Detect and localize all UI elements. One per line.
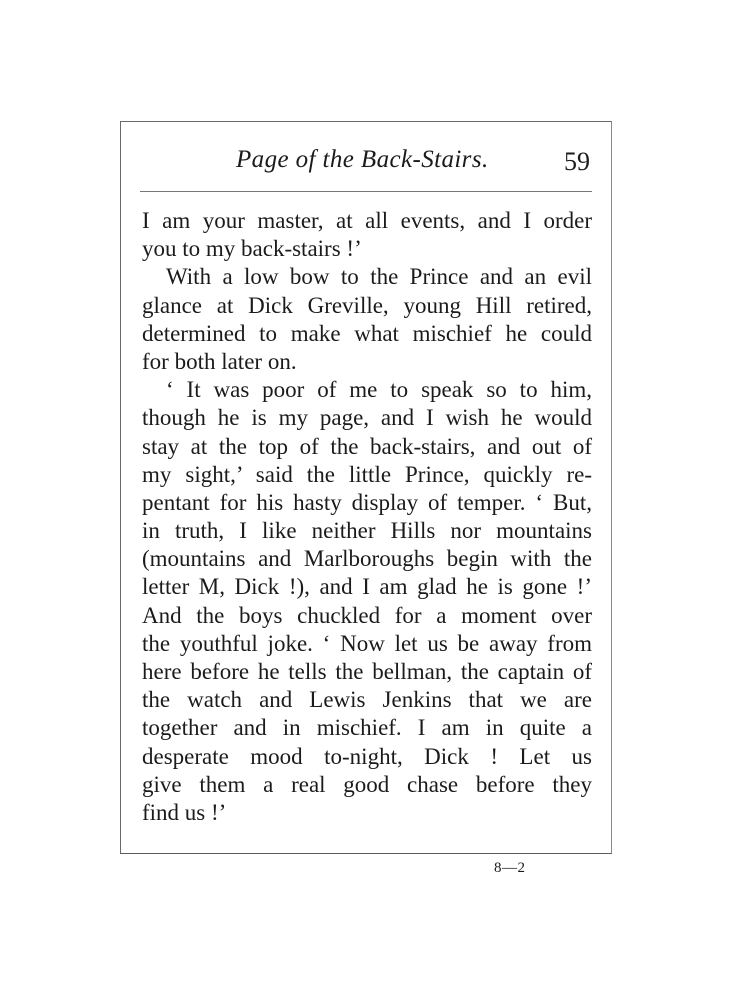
text-line: here before he tells the bellman, the captain of bbox=[142, 659, 592, 684]
text-line: stay at the top of the back-stairs, and out of bbox=[142, 433, 592, 459]
text-line: the watch and Lewis Jenkins that we are bbox=[142, 687, 592, 713]
running-head bbox=[140, 146, 592, 182]
text-line: together and in mischief. I am in quite a bbox=[142, 715, 592, 741]
text-line: letter M, Dick !), and I am glad he is gone !’ bbox=[142, 574, 592, 600]
text-line: the youthful joke. ‘ Now let us be away from bbox=[142, 630, 592, 656]
text-line: find us !’ bbox=[142, 799, 227, 825]
text-line: desperate mood to-night, Dick ! Let us bbox=[142, 743, 592, 769]
text-line: determined to make what mischief he could bbox=[142, 320, 592, 346]
page-number: 59 bbox=[564, 147, 590, 176]
text-line: pentant for his hasty display of temper. ‘ But, bbox=[142, 489, 592, 515]
text-line: glance at Dick Greville, young Hill retired, bbox=[142, 292, 592, 318]
text-line: for both later on. bbox=[142, 348, 297, 374]
text-line: you to my back-stairs !’ bbox=[142, 236, 362, 262]
text-line: my sight,’ said the little Prince, quickly re- bbox=[142, 461, 592, 487]
text-line: give them a real good chase before they bbox=[142, 771, 592, 797]
printer-signature-mark: 8—2 bbox=[494, 860, 526, 876]
body-text bbox=[142, 207, 592, 827]
text-line: With a low bow to the Prince and an evil bbox=[166, 264, 592, 290]
text-line: And the boys chuckled for a moment over bbox=[142, 602, 592, 628]
text-line: ‘ It was poor of me to speak so to him, bbox=[166, 377, 592, 403]
text-line: (mountains and Marlboroughs begin with the bbox=[142, 546, 592, 572]
text-line: in truth, I like neither Hills nor mountains bbox=[142, 518, 592, 544]
text-line: I am your master, at all events, and I order bbox=[142, 208, 592, 233]
running-title: Page of the Back-Stairs. bbox=[236, 146, 489, 173]
text-line: though he is my page, and I wish he would bbox=[142, 405, 592, 431]
header-rule bbox=[140, 191, 592, 192]
